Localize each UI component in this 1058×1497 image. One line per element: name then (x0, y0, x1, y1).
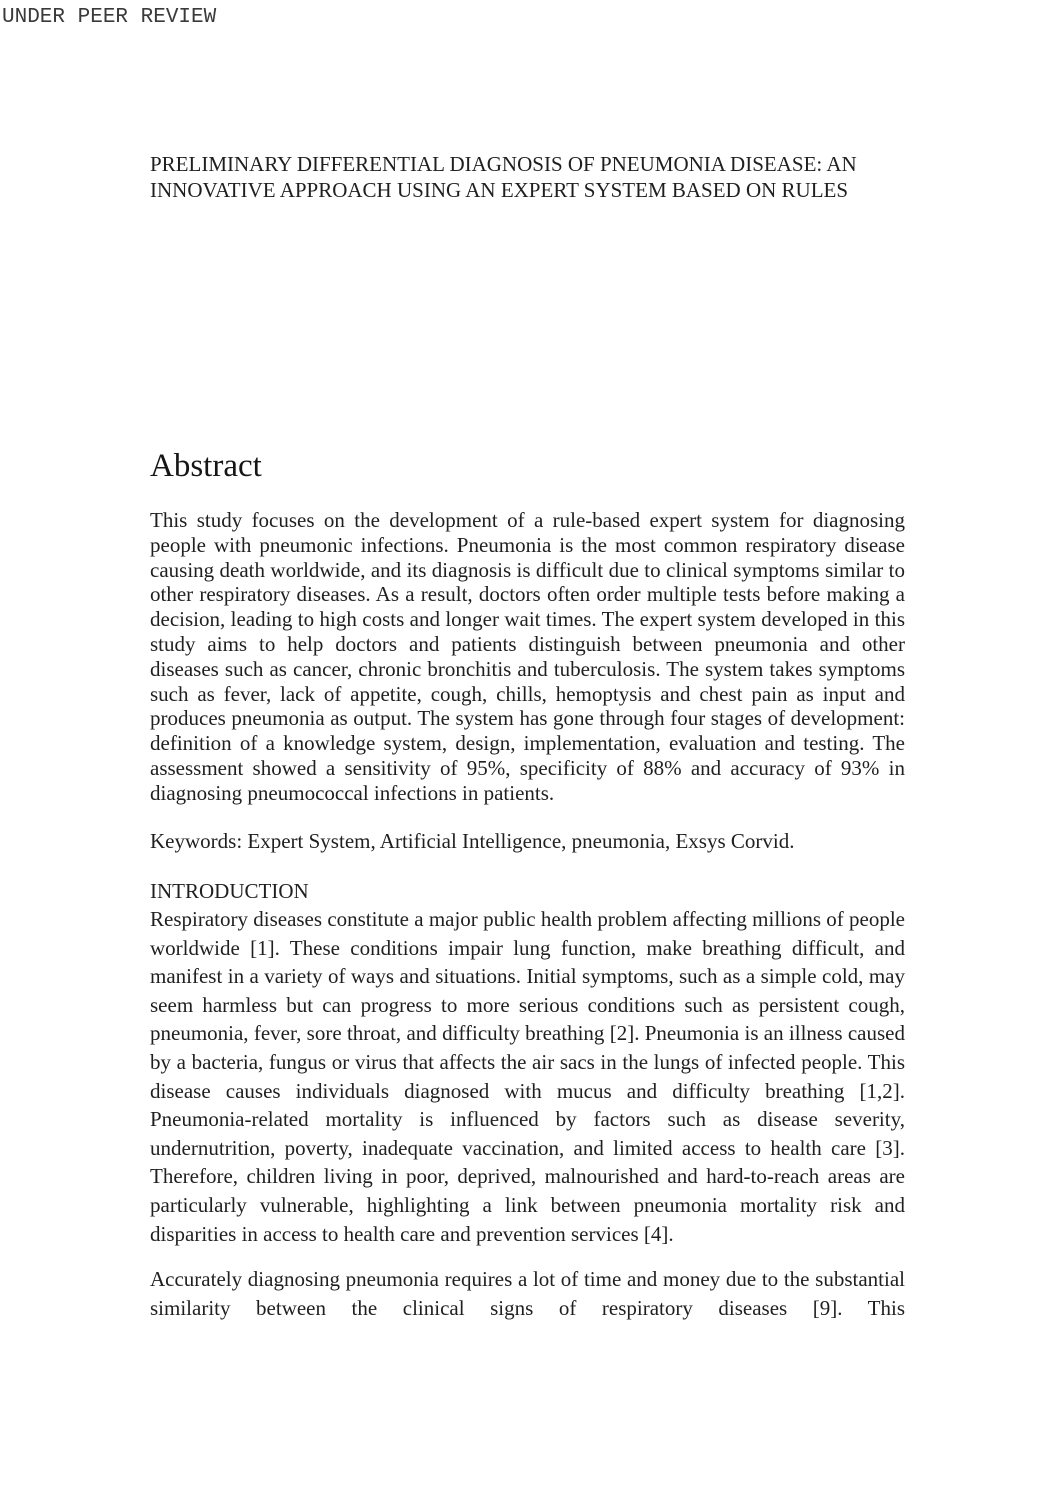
introduction-heading: INTRODUCTION (150, 879, 309, 903)
introduction-paragraph-1: Respiratory diseases constitute a major public health problem affecting millions of people worldwide [1]. These conditions impair lung function, make breathing difficult, and manifest in a variety of ways and situations. Initial symptoms, such as a simple cold, may seem harmless but can progress to more serious conditions such as persistent cough, pneumonia, fever, sore throat, and difficulty breathing [2]. Pneumonia is an illness caused by a bacteria, fungus or virus that affects the air sacs in the lungs of infected people. This disease causes individuals diagnosed with mucus and difficulty breathing [1,2]. Pneumonia-related mortality is influenced by factors such as disease severity, undernutrition, poverty, inadequate vaccination, and limited access to health care [3]. Therefore, children living in poor, deprived, malnourished and hard-to-reach areas are particularly vulnerable, highlighting a link between pneumonia mortality risk and disparities in access to health care and prevention services [4]. (150, 907, 905, 1246)
abstract-heading: Abstract (150, 448, 262, 484)
keywords-line: Keywords: Expert System, Artificial Intelligence, pneumonia, Exsys Corvid. (150, 829, 795, 853)
paper-title: PRELIMINARY DIFFERENTIAL DIAGNOSIS OF PNEUMONIA DISEASE: AN INNOVATIVE APPROACH USING AN EXPERT SYSTEM BASED ON RULES (150, 152, 857, 202)
peer-review-watermark: UNDER PEER REVIEW (2, 6, 217, 29)
introduction-paragraph-2: Accurately diagnosing pneumonia requires a lot of time and money due to the substantial similarity between the clinical signs of respiratory diseases [9]. This (150, 1267, 905, 1320)
abstract-paragraph: This study focuses on the development of a rule-based expert system for diagnosing people with pneumonic infections. Pneumonia is the most common respiratory disease causing death worldwide, and its diagnosis is difficult due to clinical symptoms similar to other respiratory diseases. As a result, doctors often order multiple tests before making a decision, leading to high costs and longer wait times. The expert system developed in this study aims to help doctors and patients distinguish between pneumonia and other diseases such as cancer, chronic bronchitis and tuberculosis. The system takes symptoms such as fever, lack of appetite, cough, chills, hemoptysis and chest pain as input and produces pneumonia as output. The system has gone through four stages of development: definition of a knowledge system, design, implementation, evaluation and testing. The assessment showed a sensitivity of 95%, specificity of 88% and accuracy of 93% in diagnosing pneumococcal infections in patients. (150, 508, 905, 805)
